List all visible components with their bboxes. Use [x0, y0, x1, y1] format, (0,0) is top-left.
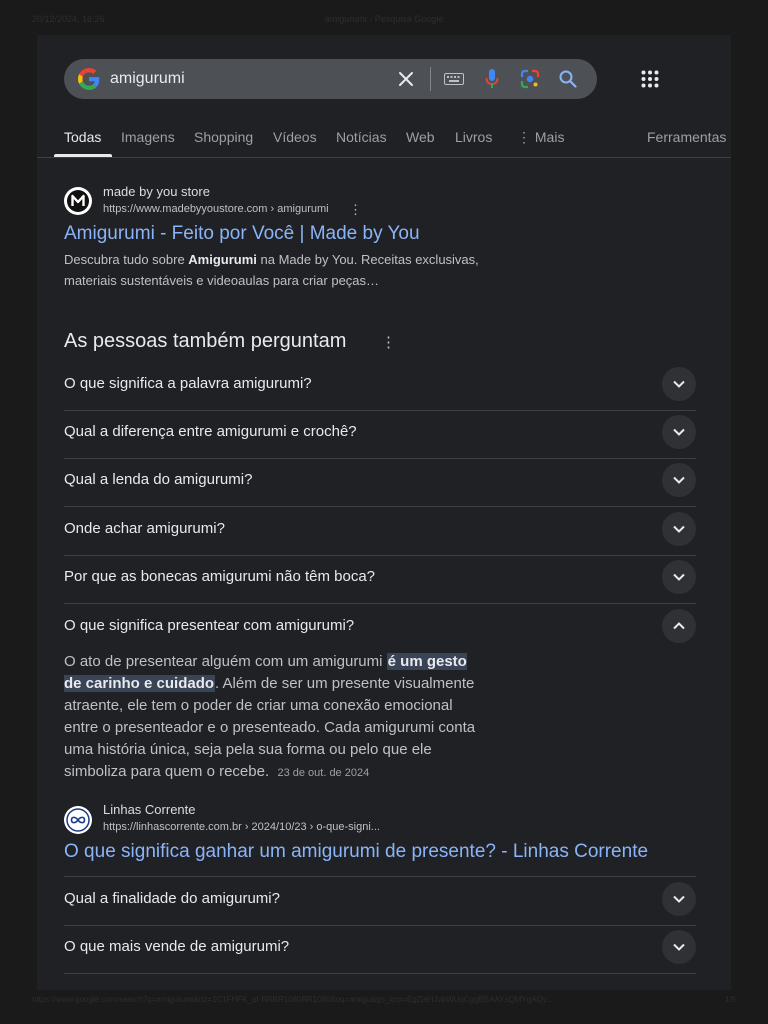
search-icon[interactable] [558, 69, 578, 89]
more-vert-icon: ⋮ [517, 129, 531, 145]
source-site-name: Linhas Corrente [103, 802, 196, 817]
madebyyou-favicon-icon [64, 187, 92, 215]
print-page-number: 1/5 [724, 995, 736, 1004]
chevron-down-icon[interactable] [662, 512, 696, 546]
paa-heading: As pessoas também perguntam [64, 330, 347, 352]
search-input[interactable]: amigurumi [110, 70, 185, 87]
paa-question-text: Qual a finalidade do amigurumi? [64, 890, 280, 907]
print-title: amigurumi - Pesquisa Google [324, 14, 444, 24]
paa-question[interactable] [64, 925, 696, 974]
paa-question[interactable] [64, 458, 696, 507]
chevron-down-icon[interactable] [662, 367, 696, 401]
search-bar[interactable] [64, 59, 597, 99]
keyboard-icon[interactable] [444, 69, 464, 89]
result-more-icon[interactable]: ⋮ [349, 202, 362, 217]
tab-imagens[interactable]: Imagens [121, 129, 175, 145]
google-results-page [37, 35, 731, 990]
tab-mais-label: Mais [534, 129, 565, 145]
tab-mais[interactable] [517, 129, 564, 146]
paa-question-text: Onde achar amigurumi? [64, 520, 225, 537]
tab-videos[interactable]: Vídeos [273, 129, 317, 145]
tab-shopping[interactable]: Shopping [194, 129, 254, 145]
search-divider [430, 67, 431, 91]
result-title-link[interactable]: Amigurumi - Feito por Você | Made by You [64, 223, 420, 244]
chevron-down-icon[interactable] [662, 882, 696, 916]
print-header [0, 14, 768, 30]
paa-question-text: Qual a lenda do amigurumi? [64, 471, 253, 488]
answer-date: 23 de out. de 2024 [277, 767, 370, 779]
paa-question-expanded[interactable] [64, 604, 696, 652]
paa-question-text: O que significa a palavra amigurumi? [64, 375, 312, 392]
paa-question[interactable] [64, 410, 696, 459]
search-tabs [37, 121, 731, 157]
answer-text-rest: . Além de ser um presente visualmente atraente, ele tem o poder de criar uma conexão emocional entre o presenteador e o presenteado. Cada amigurumi conta uma história única, seja pela sua forma ou pelo que ele simboliza para quem o recebe. [64, 675, 476, 780]
paa-answer [64, 651, 484, 784]
paa-question-text: Por que as bonecas amigurumi não têm boca? [64, 568, 376, 585]
paa-question-text: Qual a diferença entre amigurumi e crochê? [64, 423, 357, 440]
chevron-down-icon[interactable] [662, 930, 696, 964]
tab-web[interactable]: Web [406, 129, 435, 145]
tabs-divider [37, 157, 731, 158]
paa-more-icon[interactable]: ⋮ [381, 334, 396, 351]
tab-livros[interactable]: Livros [455, 129, 493, 145]
print-date: 20/12/2024, 16:26 [32, 14, 105, 24]
chevron-down-icon[interactable] [662, 463, 696, 497]
chevron-down-icon[interactable] [662, 560, 696, 594]
result-site-name: made by you store [103, 184, 210, 199]
chevron-down-icon[interactable] [662, 415, 696, 449]
tab-todas[interactable]: Todas [64, 129, 102, 145]
paa-question[interactable] [64, 555, 696, 604]
source-url: https://linhascorrente.com.br › 2024/10/23 › o-que-signi... [103, 821, 380, 833]
result-url: https://www.madebyyoustore.com › amigurumi [103, 203, 329, 215]
paa-question-text: O que significa presentear com amigurumi? [64, 617, 355, 634]
source-title-link[interactable]: O que significa ganhar um amigurumi de presente? - Linhas Corrente [64, 841, 649, 862]
paa-question[interactable] [64, 362, 696, 411]
result-snippet [64, 249, 484, 291]
print-footer [0, 995, 768, 1009]
clear-icon[interactable] [396, 69, 416, 89]
apps-icon[interactable] [641, 70, 659, 88]
paa-question[interactable] [64, 877, 696, 926]
lens-icon[interactable] [520, 69, 540, 89]
google-g-icon [78, 68, 100, 90]
mic-icon[interactable] [482, 69, 502, 89]
answer-highlight: é um gesto de carinho e cuidado [64, 653, 467, 692]
chevron-up-icon[interactable] [662, 609, 696, 643]
linhas-corrente-favicon-icon [64, 806, 92, 834]
tab-noticias[interactable]: Notícias [336, 129, 387, 145]
snippet-text: Descubra tudo sobre [64, 252, 189, 267]
print-url: https://www.google.com/search?q=amigurumi&rlz=1C1FHFK_pt-BRBR1080BR1080&oq=amigu&gs_lcrp=EgZjaHJvbWUqCggBEAAYsQMYgAQy... [32, 995, 553, 1004]
answer-text: O ato de presentear alguém com um amigurumi [64, 653, 387, 670]
paa-question[interactable] [64, 507, 696, 556]
snippet-text-rest: na Made by You. Receitas exclusivas, materiais sustentáveis e videoaulas para criar peças… [64, 252, 479, 288]
tools-button[interactable]: Ferramentas [647, 129, 727, 145]
snippet-bold: Amigurumi [188, 252, 257, 267]
paa-question-text: O que mais vende de amigurumi? [64, 938, 290, 955]
